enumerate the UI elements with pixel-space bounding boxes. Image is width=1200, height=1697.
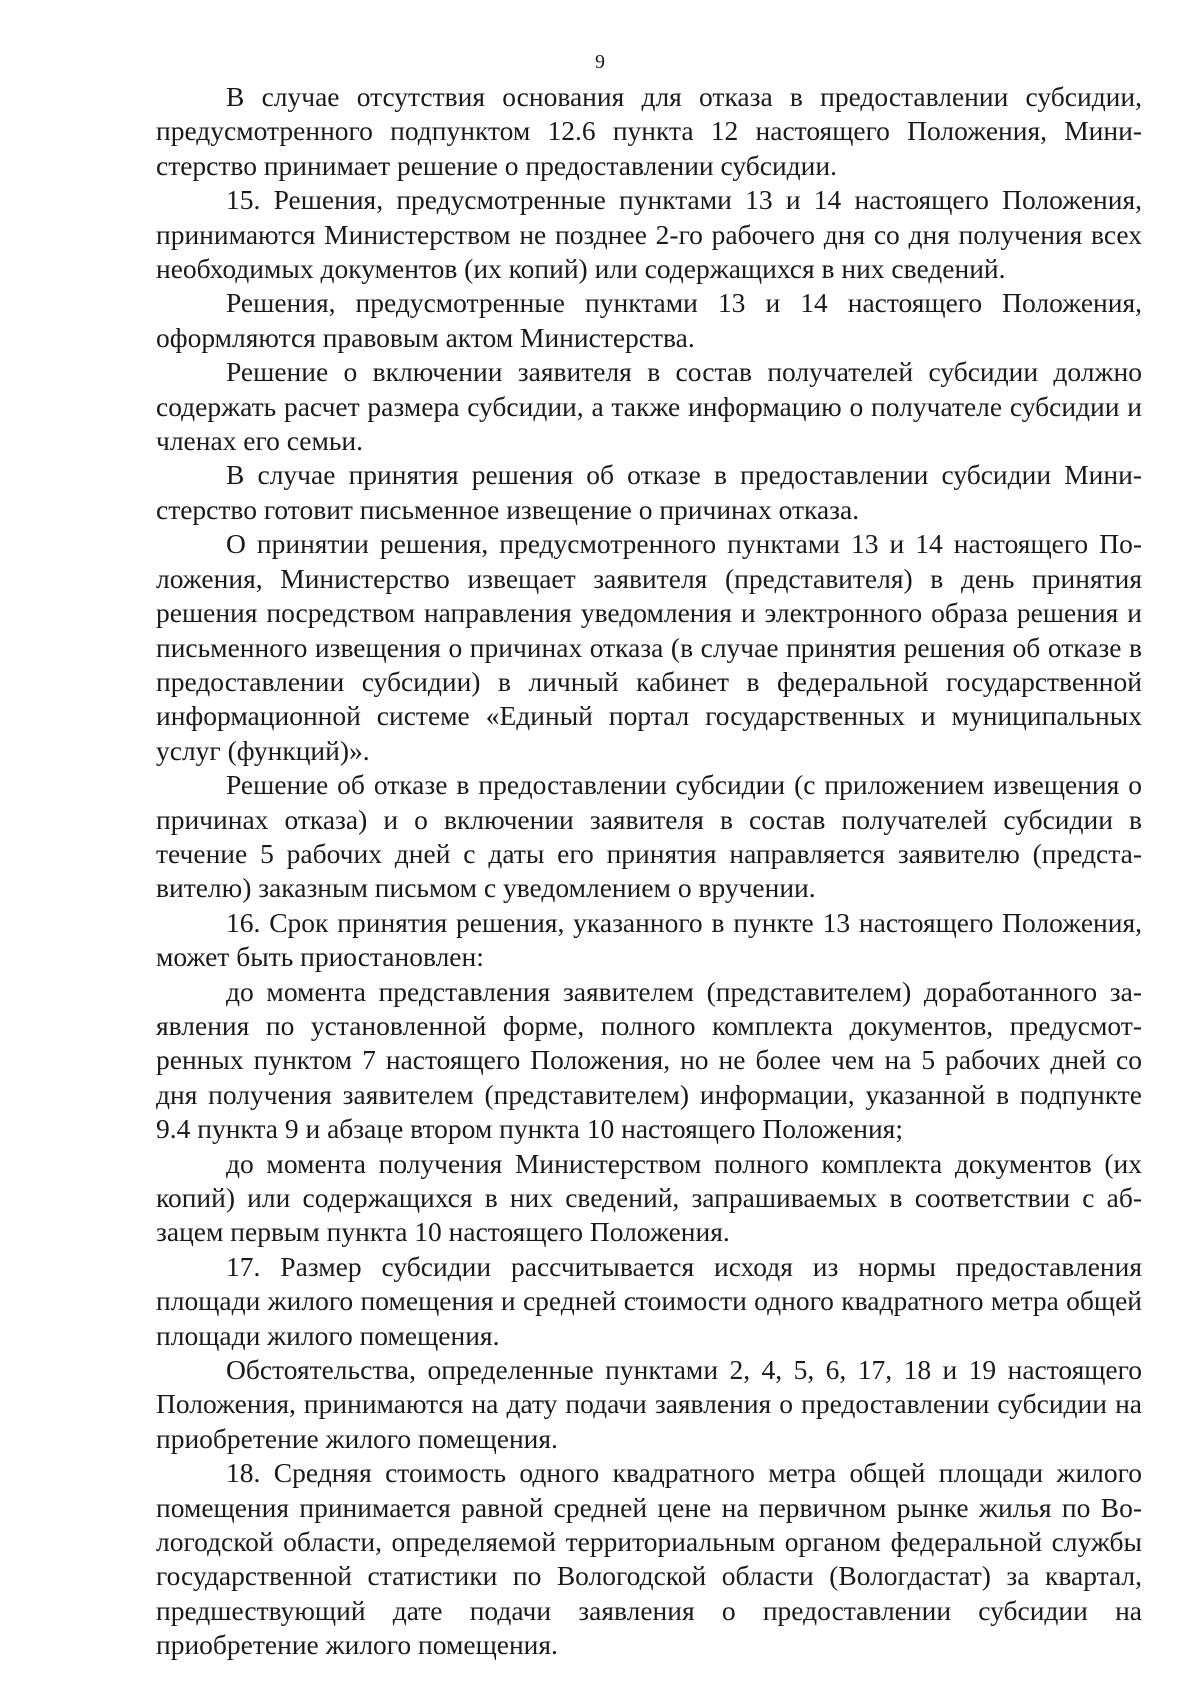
paragraph-9: до момента представления заявителем (представителем) доработанного заявления по установленной форме, полного комплекта документов, предусмотренных пунктом 7 настоящего Положения, но не более чем на 5 рабочих дней со дня получения заявителем (представителем) информации, указанной в подпункте 9.4 пункта 9 и абзаце втором пункта 10 настоящего Положения;: [156, 975, 1142, 1145]
paragraph-6: О принятии решения, предусмотренного пунктами 13 и 14 настоящего Положения, Министерство извещает заявителя (представителя) в день принятия решения посредством направления уведомления и электронного образа решения и письменного извещения о причинах отказа (в случае принятия решения об отказе в предоставлении субсидии) в личный кабинет в федеральной государственной информационной системе «Единый портал государственных и муниципальных услуг (функций)».: [156, 528, 1142, 766]
paragraph-10: до момента получения Министерством полного комплекта документов (их копий) или содержащихся в них сведений, запрашиваемых в соответствии с абзацем первым пункта 10 настоящего Положения.: [156, 1147, 1142, 1248]
paragraph-8: 16. Срок принятия решения, указанного в пункте 13 настоящего Положения, может быть приостановлен:: [156, 906, 1142, 973]
paragraph-1: В случае отсутствия основания для отказа в предоставлении субсидии, предусмотренного подпунктом 12.6 пункта 12 настоящего Положения, Министерство принимает решение о предоставлении субсидии.: [156, 81, 1142, 181]
paragraph-4: Решение о включении заявителя в состав получателей субсидии должно содержать расчет размера субсидии, а также информацию о получателе субсидии и членах его семьи.: [156, 356, 1142, 457]
paragraph-13: 18. Средняя стоимость одного квадратного метра общей площади жилого помещения принимается равной средней цене на первичном рынке жилья по Вологодской области, определяемой территориальным органом федеральной службы государственной статистики по Вологодской области (Вологдастат) за квартал, предшествующий дате подачи заявления о предоставлении субсидии на приобретение жилого помещения.: [156, 1457, 1142, 1661]
paragraph-7: Решение об отказе в предоставлении субсидии (с приложением извещения о причинах отказа) и о включении заявителя в состав получателей субсидии в течение 5 рабочих дней с даты его принятия направляется заявителю (представителю) заказным письмом с уведомлением о вручении.: [156, 769, 1142, 904]
paragraph-11: 17. Размер субсидии рассчитывается исходя из нормы предоставления площади жилого помещения и средней стоимости одного квадратного метра общей площади жилого помещения.: [156, 1250, 1142, 1351]
paragraph-5: В случае принятия решения об отказе в предоставлении субсидии Министерство готовит письменное извещение о причинах отказа.: [156, 459, 1142, 525]
paragraph-12: Обстоятельства, определенные пунктами 2, 4, 5, 6, 17, 18 и 19 настоящего Положения, принимаются на дату подачи заявления о предоставлении субсидии на приобретение жилого помещения.: [156, 1354, 1142, 1454]
paragraph-3: Решения, предусмотренные пунктами 13 и 14 настоящего Положения, оформляются правовым актом Министерства.: [156, 287, 1142, 353]
page-number: 9: [595, 51, 605, 73]
paragraph-2: 15. Решения, предусмотренные пунктами 13 и 14 настоящего Положения, принимаются Министерством не позднее 2-го рабочего дня со дня получения всех необходимых документов (их копий) или содержащихся в них сведений.: [156, 184, 1142, 285]
document-body: [156, 80, 1142, 1663]
